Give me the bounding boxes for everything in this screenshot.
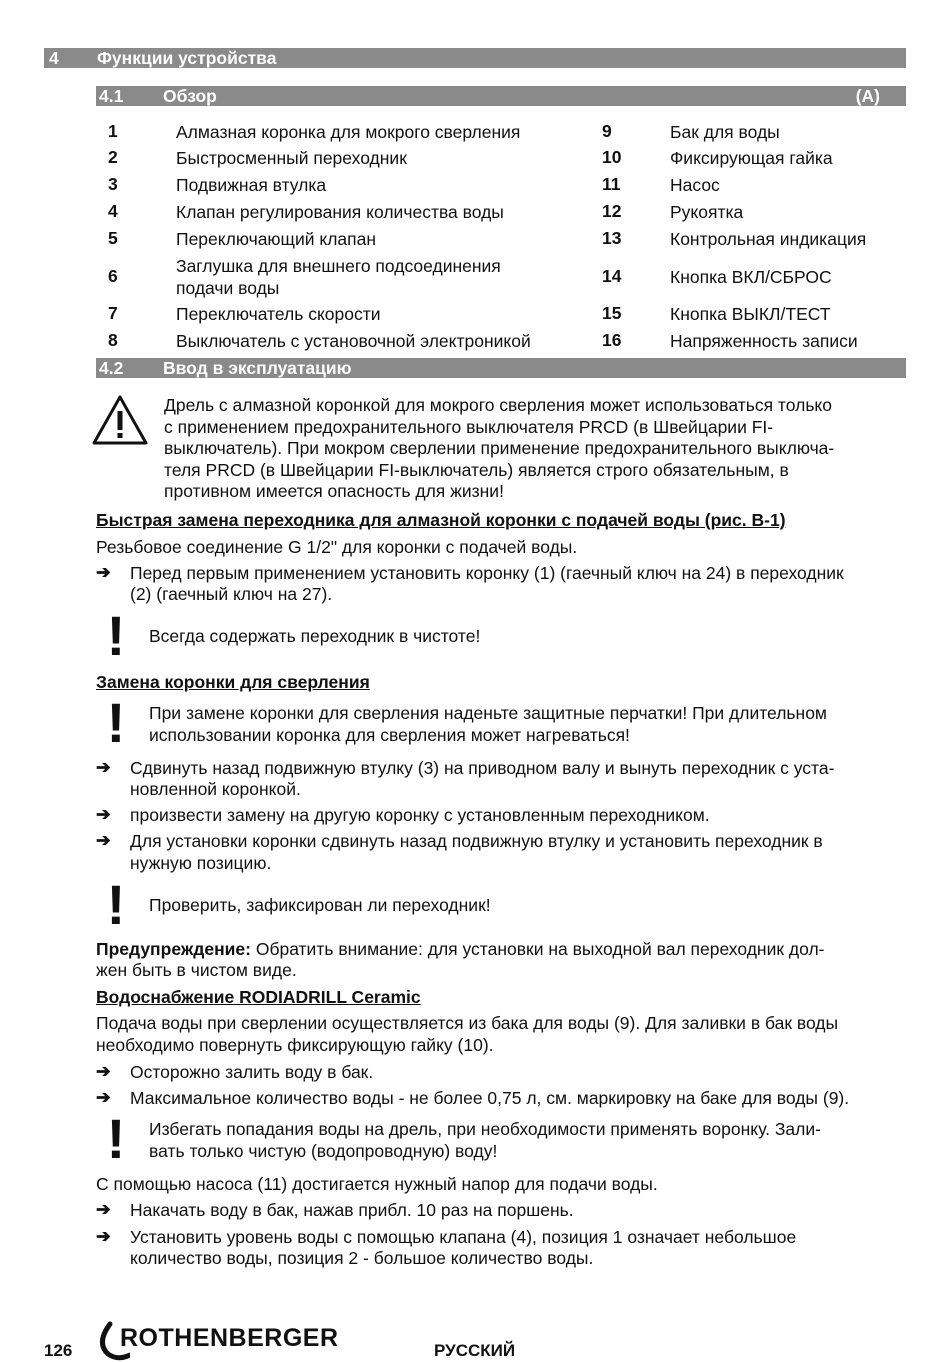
part-label: Заглушка для внешнего подсоединения [176, 256, 501, 276]
part-label: Клапан регулирования количества воды [176, 202, 504, 222]
subsection-header-commissioning [96, 358, 906, 378]
part-label: подачи воды [176, 278, 280, 298]
step-set-line: Для установки коронки сдвинуть назад подвижную втулку и установить переходник в [130, 831, 823, 851]
arrow-icon: ➔ [96, 1061, 111, 1081]
warning-line: противном имеется опасность для жизни! [164, 481, 504, 501]
subsection-header-overview [96, 86, 906, 106]
part-number: 2 [108, 147, 118, 167]
step-level-line: количество воды, позиция 2 - большое количество воды. [130, 1248, 594, 1268]
arrow-icon: ➔ [96, 1199, 111, 1219]
exclamation-icon: ! [106, 1107, 126, 1170]
paragraph-thread: Резьбовое соединение G 1/2" для коронки с подачей воды. [96, 537, 578, 557]
heading-water-supply: Водоснабжение RODIADRILL Ceramic [96, 987, 421, 1007]
heading-replace-bit: Замена коронки для сверления [96, 672, 370, 692]
part-label: Подвижная втулка [176, 175, 327, 195]
caution-line [96, 938, 908, 960]
part-number: 12 [602, 201, 622, 221]
paragraph-water-line: необходимо повернуть фиксирующую гайку (10). [96, 1035, 494, 1055]
subsection-title: Ввод в эксплуатацию [163, 358, 352, 378]
section-title: Функции устройства [97, 48, 277, 68]
note-avoid-line: Избегать попадания воды на дрель, при необходимости применять воронку. Зали- [149, 1119, 821, 1139]
note-gloves-line: При замене коронки для сверления наденьте защитные перчатки! При длительном [149, 703, 827, 723]
warning-triangle-icon [91, 394, 149, 446]
part-number: 13 [602, 228, 622, 248]
part-number: 6 [108, 266, 118, 286]
warning-line: Дрель с алмазной коронкой для мокрого сверления может использоваться только [164, 395, 833, 415]
part-number: 3 [108, 174, 118, 194]
part-number: 11 [602, 174, 621, 194]
step-slide-line: новленной коронкой. [130, 779, 301, 799]
language-label: РУССКИЙ [434, 1341, 516, 1360]
step-swap: произвести замену на другую коронку с установленным переходником. [130, 805, 710, 825]
part-number: 16 [602, 330, 622, 350]
step-install-line: (2) (гаечный ключ на 27). [130, 584, 333, 604]
note-check: Проверить, зафиксирован ли переходник! [149, 895, 491, 915]
caution-label: Предупреждение: [96, 939, 251, 959]
arrow-icon: ➔ [96, 1087, 111, 1107]
part-number: 10 [602, 147, 622, 167]
warning-line: теля PRCD (в Швейцарии FI-выключатель) является строго обязательным, в [164, 460, 789, 480]
subsection-number: 4.1 [99, 86, 124, 106]
section-number: 4 [49, 48, 59, 68]
arrow-icon: ➔ [96, 1226, 111, 1246]
part-label: Фиксирующая гайка [670, 148, 833, 168]
part-number: 7 [108, 303, 118, 323]
arrow-icon: ➔ [96, 562, 111, 582]
paragraph-pump: С помощью насоса (11) достигается нужный напор для подачи воды. [96, 1174, 658, 1194]
step-level-line: Установить уровень воды с помощью клапана (4), позиция 1 означает небольшое [130, 1227, 797, 1247]
part-label: Алмазная коронка для мокрого сверления [176, 122, 521, 142]
part-label: Выключатель с установочной электроникой [176, 331, 531, 351]
subsection-title: Обзор [163, 86, 217, 106]
part-label: Переключатель скорости [176, 304, 381, 324]
page-number: 126 [44, 1341, 73, 1360]
brand-logo [96, 1321, 348, 1361]
step-pump: Накачать воду в бак, нажав прибл. 10 раз на поршень. [130, 1200, 574, 1220]
part-label: Переключающий клапан [176, 229, 377, 249]
part-label: Кнопка ВКЛ/СБРОС [670, 267, 832, 287]
step-set-line: нужную позицию. [130, 853, 272, 873]
caution-text: Обратить внимание: для установки на выходной вал переходник дол- [250, 939, 825, 959]
part-number: 15 [602, 303, 622, 323]
part-number: 9 [602, 121, 612, 141]
figure-reference: (A) [855, 86, 880, 106]
caution-line: жен быть в чистом виде. [96, 960, 297, 980]
part-label: Рукоятка [670, 202, 744, 222]
arrow-icon: ➔ [96, 830, 111, 850]
brand-name: ROTHENBERGER [120, 1324, 339, 1352]
arrow-icon: ➔ [96, 757, 111, 777]
part-number: 4 [108, 201, 118, 221]
part-number: 1 [108, 121, 118, 141]
paragraph-water-line: Подача воды при сверлении осуществляется из бака для воды (9). Для заливки в бак воды [96, 1013, 839, 1033]
exclamation-icon: ! [106, 691, 126, 754]
heading-quick-change: Быстрая замена переходника для алмазной коронки с подачей воды (рис. B-1) [96, 510, 786, 530]
part-label: Напряженность записи [670, 331, 858, 351]
subsection-number: 4.2 [99, 358, 124, 378]
warning-line: с применением предохранительного выключателя PRCD (в Швейцарии FI- [164, 417, 774, 437]
exclamation-icon: ! [106, 604, 126, 667]
part-label: Насос [670, 175, 720, 195]
section-header [44, 48, 906, 68]
step-install-line: Перед первым применением установить коронку (1) (гаечный ключ на 24) в переходник [130, 563, 844, 583]
part-number: 5 [108, 228, 118, 248]
part-label: Кнопка ВЫКЛ/ТЕСТ [670, 304, 831, 324]
exclamation-icon: ! [106, 873, 126, 936]
step-max: Максимальное количество воды - не более 0,75 л, см. маркировку на баке для воды (9). [130, 1088, 850, 1108]
arrow-icon: ➔ [96, 804, 111, 824]
part-number: 8 [108, 330, 118, 350]
part-label: Контрольная индикация [670, 229, 867, 249]
step-slide-line: Сдвинуть назад подвижную втулку (3) на приводном валу и вынуть переходник с уста- [130, 758, 835, 778]
step-fill: Осторожно залить воду в бак. [130, 1062, 374, 1082]
note-gloves-line: использовании коронка для сверления может нагреваться! [149, 725, 630, 745]
part-number: 14 [602, 266, 622, 286]
part-label: Быстросменный переходник [176, 148, 407, 168]
note-avoid-line: вать только чистую (водопроводную) воду! [149, 1141, 498, 1161]
part-label: Бак для воды [670, 122, 780, 142]
warning-line: выключатель). При мокром сверлении применение предохранительного выключа- [164, 438, 835, 458]
note-clean: Всегда содержать переходник в чистоте! [149, 626, 481, 646]
